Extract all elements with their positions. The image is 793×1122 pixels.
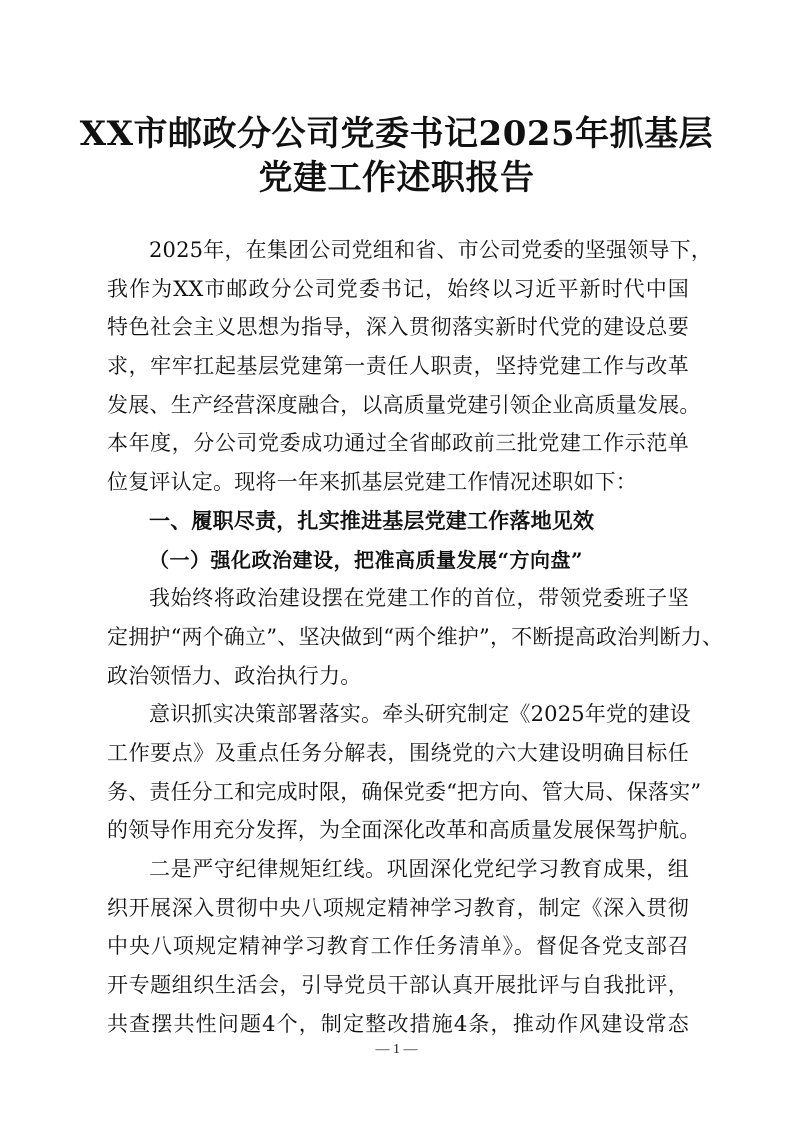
text-line: 意识抓实决策部署落实。牵头研究制定《2025年党的建设 [149,702,691,727]
page-number: — 1 — [375,1042,418,1057]
section-heading-1: 一、履职尽责，扎实推进基层党建工作落地见效 [149,508,595,533]
text-line: 2025年，在集团公司党组和省、市公司党委的坚强领导下， [149,238,713,262]
text-line: 我始终将政治建设摆在党建工作的首位，带领党委班子坚 [149,586,689,611]
document-title-line1: XX市邮政分公司党委书记2025年抓基层 [79,114,714,154]
text-line: 发展、生产经营深度融合，以高质量党建引领企业高质量发展。 [107,392,701,417]
text-line: 开专题组织生活会，引导党员干部认真开展批评与自我批评， [107,973,689,998]
paragraph-intro [107,231,713,502]
text-line: 务、责任分工和完成时限，确保党委“把方向、管大局、保落实” [107,779,702,804]
text-line: 政治领悟力、政治执行力。 [107,663,362,688]
text-line: 定拥护“两个确立”、坚决做到“两个维护”，不断提高政治判断力、 [107,624,724,649]
text-line: 本年度，分公司党委成功通过全省邮政前三批党建工作示范单 [107,431,689,456]
text-line: 位复评认定。现将一年来抓基层党建工作情况述职如下： [107,470,637,495]
paragraph-decision-implementation [107,695,702,850]
document-body [107,231,724,1043]
paragraph-political-building [107,579,724,695]
paragraph-discipline [107,850,689,1043]
document-title-line2: 党建工作述职报告 [258,158,535,198]
text-line: 的领导作用充分发挥，为全面深化改革和高质量发展保驾护航。 [107,818,701,843]
text-line: 求，牢牢扛起基层党建第一责任人职责，坚持党建工作与改革 [107,354,689,379]
text-line: 织开展深入贯彻中央八项规定精神学习教育，制定《深入贯彻 [107,895,689,920]
text-line: 特色社会主义思想为指导，深入贯彻落实新时代党的建设总要 [107,315,689,340]
text-line: 工作要点》及重点任务分解表，围绕党的六大建设明确目标任 [107,740,689,765]
subsection-heading-1: （一）强化政治建设，把准高质量发展“方向盘” [149,547,584,572]
text-line: 二是严守纪律规矩红线。巩固深化党纪学习教育成果，组 [149,857,689,881]
text-line: 共查摆共性问题4个，制定整改措施4条，推动作风建设常态 [107,1011,689,1036]
text-line: 中央八项规定精神学习教育工作任务清单》。督促各党支部召 [107,934,689,959]
text-line: 我作为XX市邮政分公司党委书记，始终以习近平新时代中国 [107,276,689,301]
